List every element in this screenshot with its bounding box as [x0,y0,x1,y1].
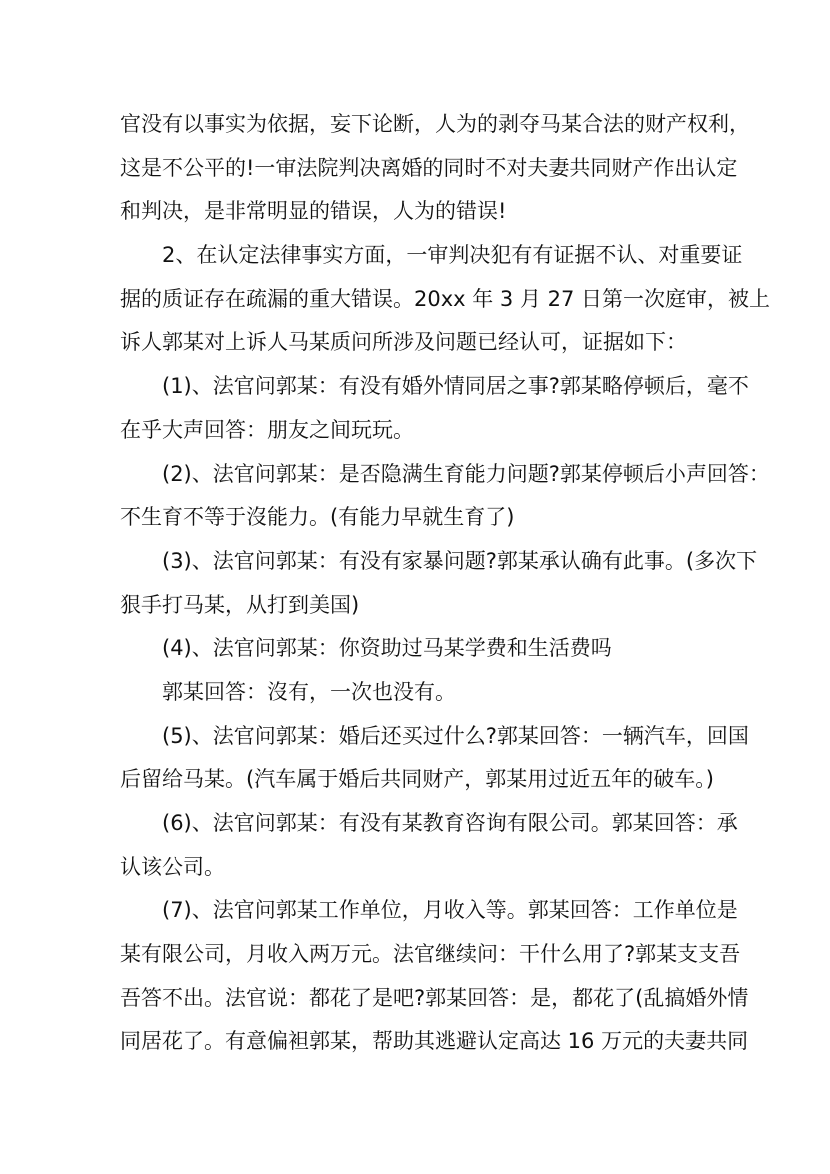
text-line: 郭某回答：沒有，一次也没有。 [162,679,456,704]
paragraph [120,632,710,676]
text-line: 2、在认定法律事实方面，一审判决犯有有证据不认、对重要证 [162,243,743,268]
paragraph [120,239,771,370]
text-line: (7)、法官问郭某工作单位，月收入等。郭某回答：工作单位是 [162,898,738,923]
paragraph [120,894,749,1069]
paragraph [120,545,758,632]
text-line: 吾答不出。法官说：都花了是吧?郭某回答：是，都花了(乱搞婚外情 [120,985,749,1010]
text-line: (1)、法官问郭某：有没有婚外情同居之事?郭某略停顿后，毫不 [162,374,749,399]
text-line: (3)、法官问郭某：有没有家暴问题?郭某承认确有此事。(多次下 [162,548,758,573]
text-line: 不生育不等于沒能力。(有能力早就生育了) [120,505,515,530]
paragraph [120,370,749,457]
text-line: 官没有以事实为依据，妄下论断，人为的剥夺马某合法的财产权利， [120,112,750,136]
text-line: (6)、法官问郭某：有没有某教育咨询有限公司。郭某回答：承 [162,811,738,835]
text-line: 在乎大声回答：朋友之间玩玩。 [120,417,414,442]
paragraph [120,720,749,807]
text-line: 狠手打马某，从打到美国) [120,592,360,617]
text-line: 据的质证存在疏漏的重大错误。20xx 年 3 月 27 日第一次庭审，被上 [120,286,771,311]
text-line: 后留给马某。(汽车属于婚后共同财产，郭某用过近五年的破车。) [120,767,714,792]
text-line: 这是不公平的!一审法院判决离婚的同时不对夫妻共同财产作出认定 [120,155,738,180]
paragraph [120,676,710,720]
text-line: (5)、法官问郭某：婚后还买过什么?郭某回答：一辆汽车，回国 [162,723,749,748]
text-line: (2)、法官问郭某：是否隐满生育能力问题?郭某停顿后小声回答： [162,461,770,486]
text-line: 诉人郭某对上诉人马某质问所涉及问题已经认可，证据如下： [120,330,687,355]
text-line: (4)、法官问郭某：你资助过马某学费和生活费吗 [162,636,612,661]
text-line: 认该公司。 [120,854,225,879]
text-line: 某有限公司，月收入两万元。法官继续问：干什么用了?郭某支支吾 [120,942,741,967]
paragraph [120,807,738,894]
paragraph [120,458,770,545]
document-body [120,108,771,1069]
paragraph [120,108,750,239]
text-line: 同居花了。有意偏袒郭某，帮助其逃避认定高达 16 万元的夫妻共同 [120,1029,749,1054]
text-line: 和判决，是非常明显的错误，人为的错误! [120,199,507,224]
